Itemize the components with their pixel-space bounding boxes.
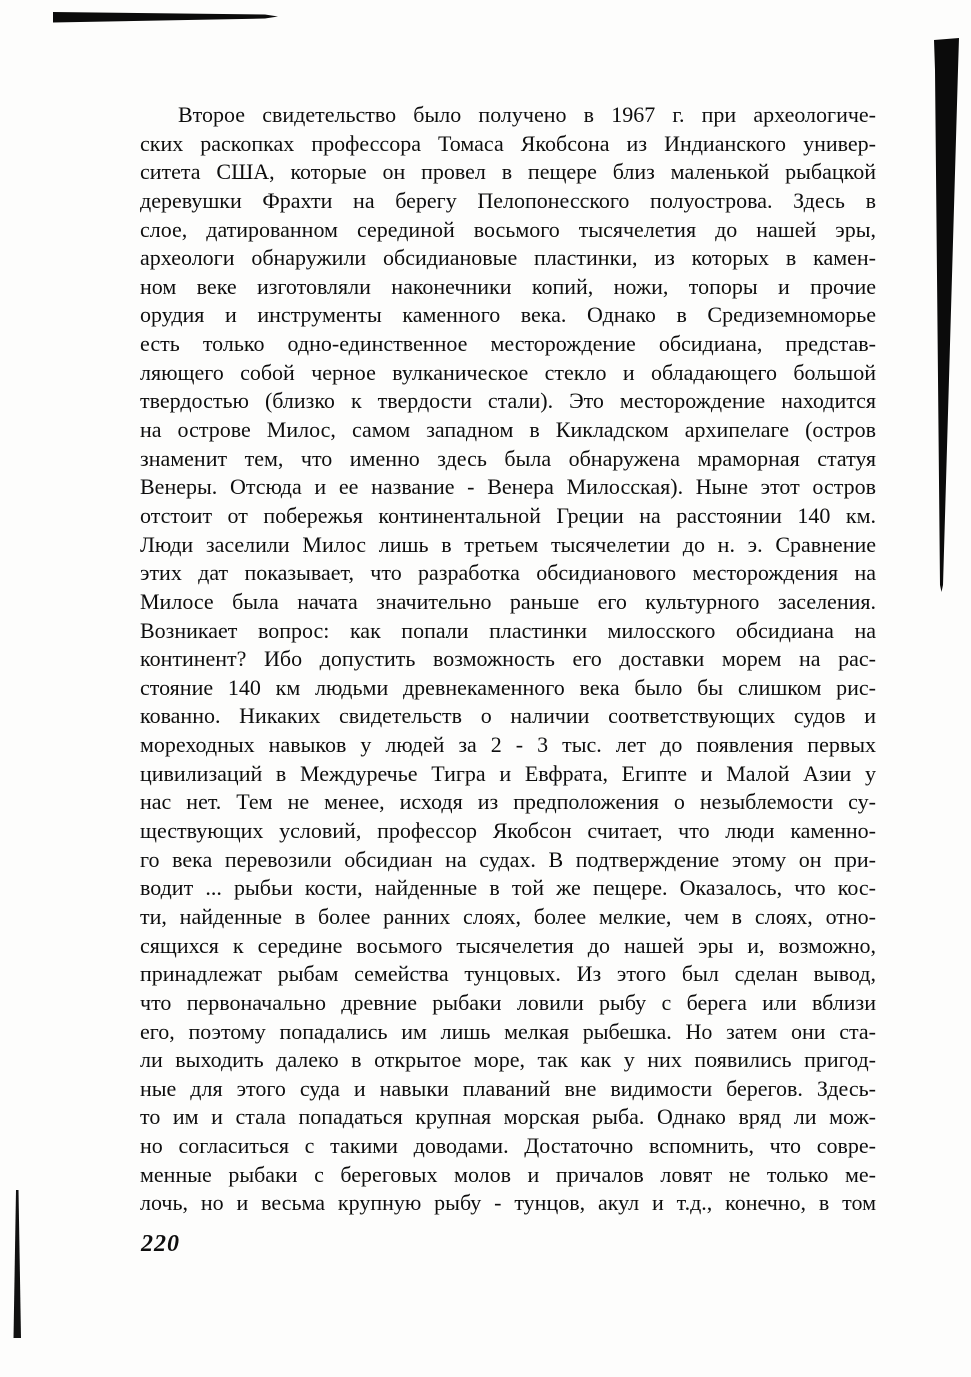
text-line: ских раскопках профессора Томаса Якобсона из Индианского универ- <box>140 130 876 156</box>
text-line: нас нет. Тем не менее, исходя из предположения о незыблемости су- <box>140 789 876 815</box>
text-line: знаменит тем, что именно здесь была обнаружена мраморная статуя <box>140 445 876 471</box>
text-line: Второе свидетельство было получено в 1967 г. при археологиче- <box>178 102 876 127</box>
text-line: но согласиться с такими доводами. Достаточно вспомнить, что совре- <box>140 1133 876 1159</box>
page-number: 220 <box>141 1231 180 1257</box>
text-line: твердостью (близко к твердости стали). Это месторождение находится <box>140 388 876 414</box>
text-line: то им и стала попадаться крупная морская рыба. Однако вряд ли мож- <box>140 1104 876 1130</box>
text-line: Люди заселили Милос лишь в третьем тысячелетии до н. э. Сравнение <box>140 531 876 557</box>
text-line: деревушки Фрахти на берегу Пелопонесского полуострова. Здесь в <box>140 187 876 213</box>
text-line: го века перевозили обсидиан на судах. В подтверждение этому он при- <box>140 846 876 872</box>
text-line: ляющего собой черное вулканическое стекло и обладающего большой <box>140 359 876 385</box>
text-line: сящихся к середине восьмого тысячелетия до нашей эры и, возможно, <box>140 932 876 958</box>
text-line: лочь, но и весьма крупную рыбу - тунцов, акул и т.д., конечно, в том <box>140 1190 876 1216</box>
text-line: ли выходить далеко в открытое море, так как у них появились пригод- <box>140 1047 876 1073</box>
text-line: Возникает вопрос: как попали пластинки милосского обсидиана на <box>140 617 876 643</box>
text-line: слое, датированном серединой восьмого тысячелетия до нашей эры, <box>140 216 876 242</box>
text-line: континент? Ибо допустить возможность его доставки морем на рас- <box>140 646 876 672</box>
scan-artifact-left-edge <box>14 1190 22 1338</box>
text-line: отстоит от побережья континентальной Греции на расстоянии 140 км. <box>140 502 876 528</box>
text-line: его, поэтому попадались им лишь мелкая рыбешка. Но затем они ста- <box>140 1018 876 1044</box>
text-line: ситета США, которые он провел в пещере близ маленькой рыбацкой <box>140 159 876 185</box>
text-line: этих дат показывает, что разработка обсидианового месторождения на <box>140 560 876 586</box>
text-line: есть только одно-единственное месторождение обсидиана, представ- <box>140 331 876 357</box>
text-block <box>140 101 876 1218</box>
text-line: ные для этого суда и навыки плаваний вне видимости берегов. Здесь- <box>140 1075 876 1101</box>
text-line: принадлежат рыбам семейства тунцовых. Из этого был сделан вывод, <box>140 961 876 987</box>
text-line: ществующих условий, профессор Якобсон считает, что люди каменно- <box>140 818 876 844</box>
text-line: менные рыбаки с береговых молов и причалов ловят не только ме- <box>140 1161 876 1187</box>
text-line: ти, найденные в более ранних слоях, более мелкие, чем в слоях, отно- <box>140 903 876 929</box>
text-line: кованно. Никаких свидетельств о наличии соответствующих судов и <box>140 703 876 729</box>
text-line: Венеры. Отсюда и ее название - Венера Милосская). Ныне этот остров <box>140 474 876 500</box>
text-line: Милосе была начата значительно раньше его культурного заселения. <box>140 588 876 614</box>
scan-artifact-right-edge <box>934 38 959 592</box>
text-line: водит ... рыбьи кости, найденные в той же пещере. Оказалось, что кос- <box>140 875 876 901</box>
text-line: археологи обнаружили обсидиановые пластинки, из которых в камен- <box>140 245 876 271</box>
text-line: орудия и инструменты каменного века. Однако в Средиземноморье <box>140 302 876 328</box>
text-line: мореходных навыков у людей за 2 - 3 тыс. лет до появления первых <box>140 732 876 758</box>
text-line: что первоначально древние рыбаки ловили рыбу с берега или вблизи <box>140 989 876 1015</box>
scan-artifact-top-edge <box>53 12 278 23</box>
text-line: цивилизаций в Междуречье Тигра и Евфрата, Египте и Малой Азии у <box>140 760 876 786</box>
text-line: на острове Милос, самом западном в Кикладском архипелаге (остров <box>140 417 876 443</box>
text-line: ном веке изготовляли наконечники копий, ножи, топоры и прочие <box>140 273 876 299</box>
text-line: стояние 140 км людьми древнекаменного века было бы слишком рис- <box>140 674 876 700</box>
